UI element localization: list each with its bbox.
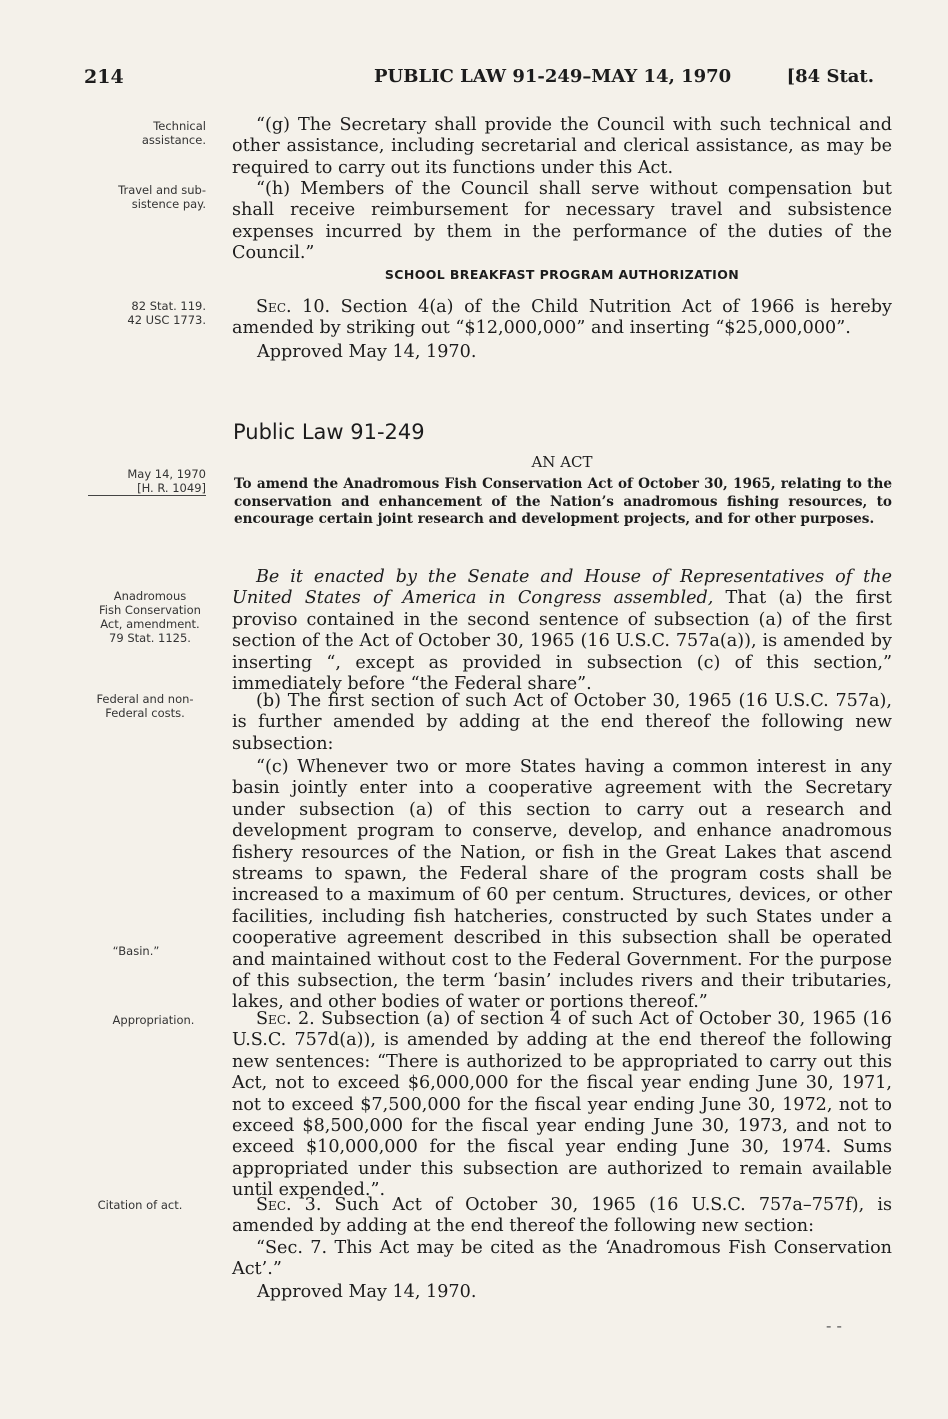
public-law-number: Public Law 91-249: [233, 420, 425, 444]
margin-note-citation: Citation of act.: [97, 1198, 183, 1212]
section-7-block: [232, 1238, 892, 1281]
section-10-label: Sec.: [256, 297, 292, 317]
paragraph-c: “(c) Whenever two or more States having a common interest in any basin jointly enter into a cooperative agreement with the Secretary under subsection (a) of this section to carry out a research and development program to conserve, develop, and enhance anadromous fishery resources of the Nation, or fish in the Great Lakes that ascend streams to spawn, the Federal share of the program costs shall be increased to a maximum of 60 per centum. Structures, devices, or other facilities, including fish hatcheries, constructed by such States under a cooperative agreement described in this subsection shall be operated and maintained without cost to the Federal Government. For the purpose of this subsection, the term ‘basin’ includes rivers and their tributaries, lakes, and other bodies of water or portions thereof.”: [232, 757, 892, 1013]
section-10-block: [232, 297, 892, 340]
section-2-label: Sec.: [256, 1009, 292, 1029]
volume-reference: [84 Stat.: [786, 66, 874, 87]
paragraph-g: “(g) The Secretary shall provide the Council with such technical and other assistance, including secretarial and clerical assistance, as may be required to carry out its functions under this Act.: [232, 115, 892, 178]
act-purpose: To amend the Anadromous Fish Conservation Act of October 30, 1965, relating to the conservation and enhancement of the Nation’s anadromous fishing resources, to encourage certain joint research and development projects, and for other purposes.: [234, 476, 892, 527]
paragraph-h-block: [232, 179, 892, 265]
enacting-clause-italic: Be it enacted by the Senate and House of Representatives of the United States of America in Congress assembled,: [232, 567, 892, 609]
margin-note-basin: “Basin.”: [112, 944, 160, 958]
margin-note-stat-ref-2: 42 USC 1773.: [127, 313, 206, 327]
running-title: PUBLIC LAW 91-249–MAY 14, 1970: [374, 66, 732, 87]
margin-note-federal-costs: Federal and non-Federal costs.: [96, 692, 194, 720]
section-10-text: 10. Section 4(a) of the Child Nutrition Act of 1966 is hereby amended by striking out “$12,000,000” and inserting “$25,000,000”.: [232, 297, 892, 339]
page-header: [84, 66, 874, 96]
margin-note-travel: Travel and sub-sistence pay.: [118, 183, 206, 211]
section-7-text: “Sec. 7. This Act may be cited as the ‘Anadromous Fish Conservation Act’.”: [232, 1238, 892, 1280]
section-3-text: 3. Such Act of October 30, 1965 (16 U.S.C. 757a–757f), is amended by adding at the end thereof the following new section:: [232, 1195, 892, 1237]
margin-note-anadromous-2: Fish Conservation: [99, 603, 201, 617]
margin-note-anadromous-3: Act, amendment.: [100, 617, 200, 631]
section-3-label: Sec.: [256, 1195, 292, 1215]
paragraph-g-block: [232, 115, 892, 179]
section-2-block: [232, 1009, 892, 1202]
page-mark: - -: [826, 1316, 842, 1335]
paragraph-b: (b) The first section of such Act of October 30, 1965 (16 U.S.C. 757a), is further amended by adding at the end thereof the following new subsection:: [232, 691, 892, 754]
paragraph-b-block: [232, 691, 892, 755]
margin-note-date: May 14, 1970: [127, 467, 206, 481]
section-2-text: 2. Subsection (a) of section 4 of such Act of October 30, 1965 (16 U.S.C. 757d(a)), is amended by adding at the end thereof the following new sentences: “There is authorized to be appropriated to carry out this Act, not to exceed $6,000,000 for the fiscal year ending June 30, 1971, not to exceed $7,500,000 for the fiscal year ending June 30, 1972, not to exceed $8,500,000 for the fiscal year ending June 30, 1973, and not to exceed $10,000,000 for the fiscal year ending June 30, 1974. Sums appropriated under this subsection are authorized to remain available until expended.”.: [232, 1009, 892, 1201]
margin-note-stat-ref-1: 82 Stat. 119.: [131, 299, 206, 313]
margin-note-technical: Technical assistance.: [141, 119, 206, 147]
section-3-block: [232, 1195, 892, 1238]
enacting-clause-text: That (a) the first proviso contained in the second sentence of subsection (a) of the first section of the Act of October 30, 1965 (16 U.S.C. 757a(a)), is amended by inserting “, except as provided in subsection (c) of this section,” immediately before “the Federal share”.: [232, 588, 892, 695]
page-number: 214: [84, 66, 124, 88]
margin-note-anadromous-1: Anadromous: [113, 589, 187, 603]
approved-date-2: Approved May 14, 1970.: [257, 1282, 477, 1302]
paragraph-c-block: [232, 757, 892, 1014]
heading-breakfast-program: SCHOOL BREAKFAST PROGRAM AUTHORIZATION: [384, 267, 740, 282]
margin-note-appropriation: Appropriation.: [112, 1013, 195, 1027]
approved-date-1: Approved May 14, 1970.: [257, 342, 477, 362]
enacting-clause-block: [232, 567, 892, 695]
margin-note-anadromous-4: 79 Stat. 1125.: [109, 631, 191, 645]
paragraph-h: “(h) Members of the Council shall serve without compensation but shall receive reimbursement for necessary travel and subsistence expenses incurred by them in the performance of the duties of the Council.”: [232, 179, 892, 264]
an-act-heading: AN ACT: [531, 453, 593, 471]
margin-note-bill: [H. R. 1049]: [88, 481, 206, 496]
